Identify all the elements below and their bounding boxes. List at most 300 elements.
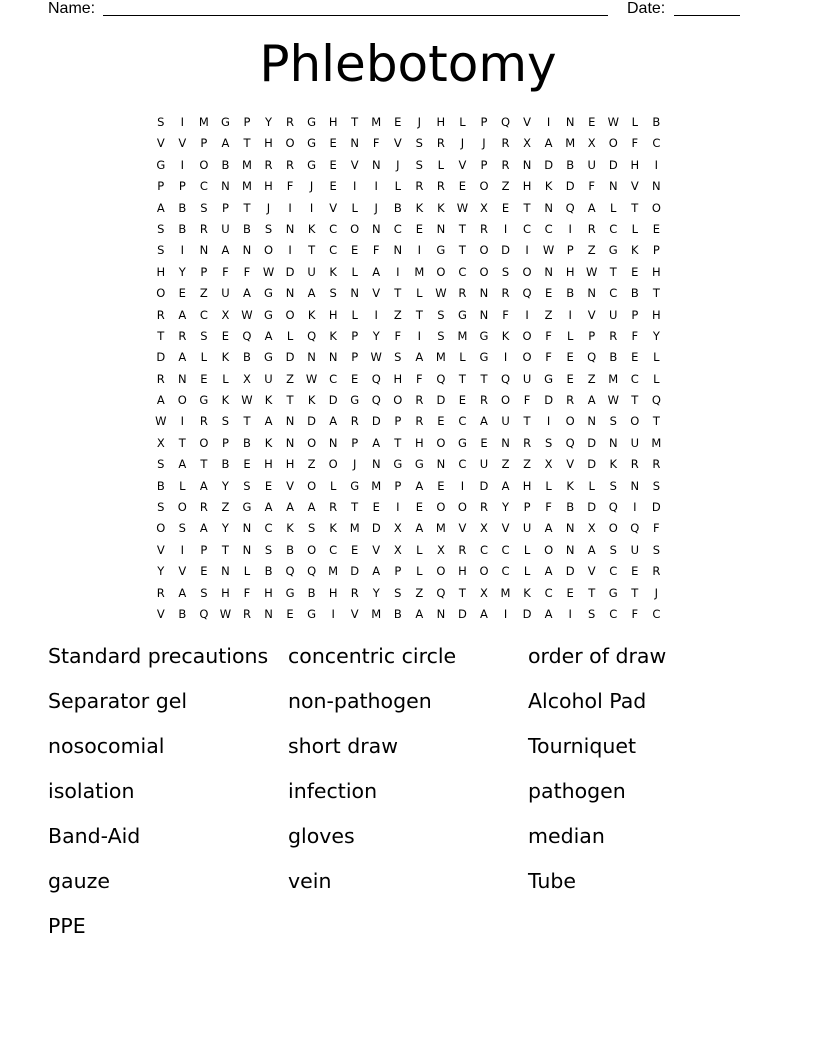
grid-letter: B [286, 542, 294, 557]
grid-letter: C [609, 286, 618, 301]
grid-letter: G [264, 286, 273, 301]
grid-letter: L [179, 478, 186, 493]
grid-letter: C [329, 221, 338, 236]
grid-row [150, 583, 667, 604]
grid-letter: R [415, 179, 424, 194]
grid-letter: N [608, 435, 618, 450]
grid-letter: O [544, 542, 554, 557]
grid-row [150, 283, 667, 304]
grid-letter: R [264, 157, 273, 172]
grid-letter: A [264, 328, 273, 343]
grid-letter: L [243, 564, 251, 579]
grid-letter: P [221, 435, 229, 450]
grid-letter: C [393, 221, 402, 236]
grid-letter: F [243, 585, 251, 600]
grid-letter: N [436, 457, 446, 472]
grid-letter: C [630, 371, 639, 386]
grid-letter: T [200, 457, 208, 472]
grid-letter: R [350, 585, 359, 600]
grid-letter: D [522, 606, 532, 621]
grid-row [150, 369, 667, 390]
grid-letter: T [243, 200, 251, 215]
grid-letter: K [566, 478, 574, 493]
grid-letter: N [242, 542, 252, 557]
grid-letter: N [522, 157, 532, 172]
grid-letter: E [200, 564, 208, 579]
grid-letter: D [501, 243, 510, 258]
grid-letter: Q [371, 393, 381, 408]
grid-letter: N [565, 542, 575, 557]
grid-letter: O [393, 393, 403, 408]
grid-letter: A [178, 350, 187, 365]
grid-letter: F [588, 179, 596, 194]
grid-letter: W [586, 264, 598, 279]
grid-letter: S [307, 521, 316, 536]
word-list-item: gauze [48, 869, 110, 893]
grid-letter: L [631, 115, 639, 129]
grid-row [150, 112, 667, 133]
grid-letter: W [542, 243, 555, 258]
grid-letter: G [285, 585, 295, 600]
grid-letter: E [178, 286, 186, 301]
grid-letter: R [199, 414, 208, 429]
grid-letter: A [243, 286, 251, 301]
grid-letter: G [436, 243, 446, 258]
grid-letter: O [608, 521, 618, 536]
grid-letter: H [458, 564, 467, 579]
grid-letter: A [372, 435, 381, 450]
grid-letter: K [307, 221, 316, 236]
grid-letter: B [566, 500, 575, 515]
grid-letter: P [221, 200, 229, 215]
grid-letter: K [286, 521, 294, 536]
grid-row [150, 155, 667, 176]
grid-letter: L [286, 328, 294, 343]
grid-row [150, 390, 667, 411]
grid-letter: R [178, 328, 187, 343]
grid-letter: C [329, 542, 338, 557]
grid-letter: E [458, 179, 467, 194]
grid-letter: E [200, 371, 208, 386]
grid-letter: G [307, 115, 317, 129]
grid-letter: M [435, 350, 446, 365]
grid-letter: X [523, 136, 532, 151]
grid-letter: H [436, 115, 446, 129]
grid-letter: S [437, 307, 445, 322]
grid-letter: V [350, 606, 359, 621]
grid-letter: T [394, 286, 402, 301]
grid-letter: A [286, 500, 294, 515]
grid-letter: L [416, 542, 423, 557]
grid-letter: G [479, 350, 489, 365]
grid-letter: R [286, 157, 295, 172]
grid-letter: M [457, 328, 468, 343]
grid-letter: I [568, 307, 572, 322]
grid-letter: Q [522, 286, 532, 301]
grid-letter: Q [199, 606, 209, 621]
grid-letter: E [631, 564, 639, 579]
grid-letter: F [372, 136, 380, 151]
grid-letter: P [566, 243, 574, 258]
grid-letter: N [199, 243, 209, 258]
grid-letter: E [544, 286, 553, 301]
grid-letter: N [479, 286, 489, 301]
grid-row [150, 262, 667, 283]
grid-letter: Y [178, 264, 186, 279]
grid-letter: T [308, 243, 316, 258]
grid-letter: R [479, 393, 488, 408]
grid-letter: O [457, 500, 467, 515]
grid-letter: A [415, 606, 424, 621]
grid-letter: G [307, 606, 317, 621]
grid-letter: W [370, 350, 382, 365]
grid-letter: S [157, 221, 165, 236]
grid-letter: H [328, 115, 338, 129]
grid-letter: V [286, 478, 294, 493]
word-list-item: Band-Aid [48, 824, 141, 848]
grid-letter: L [588, 478, 595, 493]
page-title: Phlebotomy [259, 35, 557, 93]
grid-letter: S [415, 157, 423, 172]
grid-letter: H [565, 264, 575, 279]
grid-letter: S [178, 521, 186, 536]
grid-letter: S [609, 414, 617, 429]
grid-letter: R [415, 414, 424, 429]
grid-letter: W [155, 414, 167, 429]
grid-letter: R [199, 500, 208, 515]
grid-letter: V [587, 564, 596, 579]
grid-letter: A [178, 307, 187, 322]
grid-letter: Q [500, 115, 511, 129]
grid-letter: D [350, 564, 360, 579]
grid-letter: I [180, 243, 185, 258]
grid-letter: C [264, 521, 273, 536]
grid-letter: Q [608, 500, 618, 515]
grid-letter: Y [264, 115, 273, 129]
grid-letter: V [501, 521, 510, 536]
grid-letter: R [329, 500, 338, 515]
grid-letter: V [178, 136, 187, 151]
grid-letter: G [242, 500, 252, 515]
grid-letter: K [329, 264, 337, 279]
grid-letter: I [396, 264, 400, 279]
grid-letter: D [371, 521, 381, 536]
grid-letter: T [178, 435, 186, 450]
grid-letter: N [544, 264, 553, 279]
grid-letter: P [178, 179, 186, 194]
grid-letter: O [479, 179, 489, 194]
grid-letter: F [631, 606, 639, 621]
grid-letter: K [609, 457, 618, 472]
grid-letter: G [544, 371, 554, 386]
grid-letter: N [285, 221, 295, 236]
grid-letter: P [351, 350, 359, 365]
grid-letter: R [286, 115, 295, 129]
grid-letter: U [221, 286, 230, 301]
grid-row [150, 518, 667, 539]
grid-letter: A [372, 264, 381, 279]
grid-letter: O [630, 414, 640, 429]
grid-letter: S [609, 478, 617, 493]
grid-letter: A [544, 564, 553, 579]
grid-letter: Y [221, 521, 229, 536]
grid-letter: S [588, 606, 596, 621]
grid-letter: D [436, 393, 446, 408]
grid-letter: N [285, 286, 295, 301]
grid-letter: C [329, 243, 338, 258]
grid-letter: V [458, 157, 467, 172]
grid-letter: N [608, 179, 618, 194]
word-list-item: pathogen [528, 779, 626, 803]
grid-letter: R [156, 371, 165, 386]
grid-letter: H [328, 307, 338, 322]
grid-letter: E [264, 478, 273, 493]
grid-letter: T [631, 585, 639, 600]
grid-letter: I [417, 243, 422, 258]
grid-letter: C [199, 307, 208, 322]
grid-letter: N [285, 414, 295, 429]
grid-letter: R [501, 157, 510, 172]
grid-letter: L [523, 542, 531, 557]
grid-row [150, 476, 667, 497]
grid-letter: T [458, 585, 466, 600]
grid-letter: G [479, 328, 489, 343]
grid-letter: E [351, 542, 359, 557]
grid-letter: U [501, 414, 510, 429]
grid-letter: M [435, 521, 446, 536]
grid-letter: V [178, 564, 187, 579]
grid-letter: I [180, 414, 185, 429]
grid-letter: I [525, 243, 529, 258]
grid-letter: O [522, 328, 532, 343]
grid-letter: I [546, 115, 551, 129]
grid-letter: Q [565, 435, 575, 450]
grid-letter: T [652, 414, 660, 429]
grid-letter: N [587, 414, 597, 429]
grid-letter: G [307, 157, 317, 172]
grid-letter: M [241, 157, 252, 172]
grid-letter: X [480, 521, 488, 536]
grid-letter: R [479, 500, 488, 515]
grid-letter: W [607, 115, 619, 129]
grid-letter: E [329, 157, 337, 172]
word-list-item: Tourniquet [528, 734, 636, 758]
grid-letter: L [351, 307, 358, 322]
grid-letter: E [329, 179, 337, 194]
grid-letter: S [264, 221, 273, 236]
grid-letter: L [459, 350, 466, 365]
grid-letter: T [394, 435, 402, 450]
date-label: Date: [627, 0, 666, 17]
grid-letter: E [286, 606, 294, 621]
grid-letter: M [651, 435, 662, 450]
grid-letter: C [501, 564, 510, 579]
grid-letter: I [180, 542, 185, 557]
grid-letter: C [329, 371, 338, 386]
grid-letter: M [371, 606, 382, 621]
grid-letter: L [459, 115, 466, 129]
grid-letter: J [482, 136, 486, 151]
grid-letter: L [200, 350, 208, 365]
grid-letter: Z [221, 500, 230, 515]
grid-letter: A [415, 350, 424, 365]
grid-letter: E [329, 136, 337, 151]
grid-letter: J [309, 179, 314, 194]
grid-letter: E [437, 414, 445, 429]
grid-letter: E [351, 371, 359, 386]
grid-letter: O [199, 435, 209, 450]
grid-letter: D [544, 393, 554, 408]
grid-letter: K [221, 350, 230, 365]
word-list-item: short draw [288, 734, 398, 758]
grid-letter: U [522, 521, 532, 536]
grid-letter: O [263, 243, 274, 258]
grid-letter: S [221, 414, 230, 429]
grid-letter: A [156, 200, 165, 215]
grid-letter: R [458, 286, 467, 301]
grid-letter: G [350, 393, 360, 408]
grid-letter: D [565, 564, 575, 579]
grid-letter: M [328, 564, 339, 579]
grid-letter: T [480, 371, 488, 386]
grid-letter: P [394, 564, 402, 579]
grid-letter: P [200, 136, 208, 151]
grid-letter: O [350, 221, 360, 236]
grid-letter: E [394, 115, 402, 129]
grid-letter: Q [307, 328, 317, 343]
grid-letter: S [501, 264, 510, 279]
grid-letter: E [415, 500, 423, 515]
grid-letter: A [178, 457, 187, 472]
grid-letter: S [157, 457, 165, 472]
grid-letter: P [351, 328, 359, 343]
grid-letter: I [309, 200, 314, 215]
grid-letter: O [608, 136, 618, 151]
grid-letter: O [479, 243, 489, 258]
grid-letter: F [286, 179, 294, 194]
grid-letter: P [588, 328, 596, 343]
grid-letter: L [416, 286, 423, 301]
grid-letter: P [200, 264, 208, 279]
grid-letter: M [241, 179, 252, 194]
grid-letter: N [587, 286, 597, 301]
grid-letter: P [157, 179, 165, 194]
grid-letter: A [178, 585, 187, 600]
grid-letter: F [502, 307, 509, 322]
grid-letter: E [631, 264, 639, 279]
word-list-item: infection [288, 779, 378, 803]
grid-letter: M [349, 521, 360, 536]
grid-letter: H [264, 457, 273, 472]
grid-letter: L [566, 328, 574, 343]
grid-letter: Q [587, 350, 597, 365]
grid-letter: K [501, 328, 510, 343]
letter-grid [150, 112, 667, 625]
grid-letter: Y [502, 500, 510, 515]
grid-letter: E [437, 478, 445, 493]
grid-letter: E [221, 328, 230, 343]
grid-letter: D [328, 393, 338, 408]
grid-letter: I [525, 307, 529, 322]
grid-letter: N [350, 136, 359, 151]
grid-letter: E [501, 200, 510, 215]
grid-row [150, 433, 667, 454]
grid-letter: M [198, 115, 209, 129]
grid-letter: Q [630, 521, 640, 536]
grid-letter: O [177, 393, 187, 408]
grid-letter: O [522, 350, 532, 365]
grid-letter: M [414, 264, 425, 279]
grid-row [150, 454, 667, 475]
grid-letter: R [156, 307, 165, 322]
grid-letter: K [544, 179, 553, 194]
grid-letter: A [480, 414, 488, 429]
grid-letter: D [307, 414, 317, 429]
grid-letter: F [394, 328, 402, 343]
header [48, 0, 748, 18]
grid-letter: B [652, 115, 661, 129]
grid-letter: I [546, 414, 551, 429]
grid-letter: L [351, 200, 358, 215]
grid-letter: C [609, 564, 618, 579]
grid-letter: O [156, 521, 166, 536]
grid-letter: E [243, 457, 251, 472]
grid-letter: I [633, 500, 637, 515]
grid-letter: C [544, 221, 553, 236]
grid-letter: N [242, 521, 252, 536]
grid-letter: Q [651, 393, 661, 408]
grid-letter: I [503, 350, 508, 365]
grid-letter: Q [307, 564, 317, 579]
grid-letter: I [374, 307, 378, 322]
grid-letter: L [222, 371, 229, 386]
word-list-item: Alcohol Pad [528, 689, 647, 713]
grid-letter: M [500, 585, 511, 600]
grid-letter: Z [523, 457, 532, 472]
grid-letter: C [523, 221, 532, 236]
grid-letter: D [156, 350, 166, 365]
grid-letter: R [415, 393, 424, 408]
grid-letter: R [587, 221, 596, 236]
grid-row [150, 219, 667, 240]
grid-letter: O [479, 264, 489, 279]
grid-letter: T [458, 243, 466, 258]
grid-letter: H [522, 179, 532, 194]
grid-letter: A [372, 564, 381, 579]
grid-letter: M [371, 115, 382, 129]
grid-letter: V [350, 157, 359, 172]
grid-letter: N [371, 157, 381, 172]
grid-letter: A [221, 136, 230, 151]
grid-letter: F [372, 243, 380, 258]
grid-letter: D [285, 264, 295, 279]
grid-letter: A [329, 414, 338, 429]
grid-letter: K [523, 585, 531, 600]
grid-letter: T [243, 136, 251, 151]
grid-letter: V [372, 286, 381, 301]
grid-letter: Y [157, 564, 165, 579]
grid-letter: N [436, 606, 446, 621]
grid-letter: P [652, 243, 660, 258]
grid-letter: N [328, 435, 338, 450]
grid-letter: L [394, 179, 401, 194]
grid-letter: O [285, 307, 295, 322]
grid-letter: O [307, 435, 317, 450]
grid-letter: C [652, 606, 661, 621]
grid-letter: H [630, 157, 640, 172]
grid-letter: W [456, 200, 469, 215]
grid-letter: X [480, 200, 488, 215]
